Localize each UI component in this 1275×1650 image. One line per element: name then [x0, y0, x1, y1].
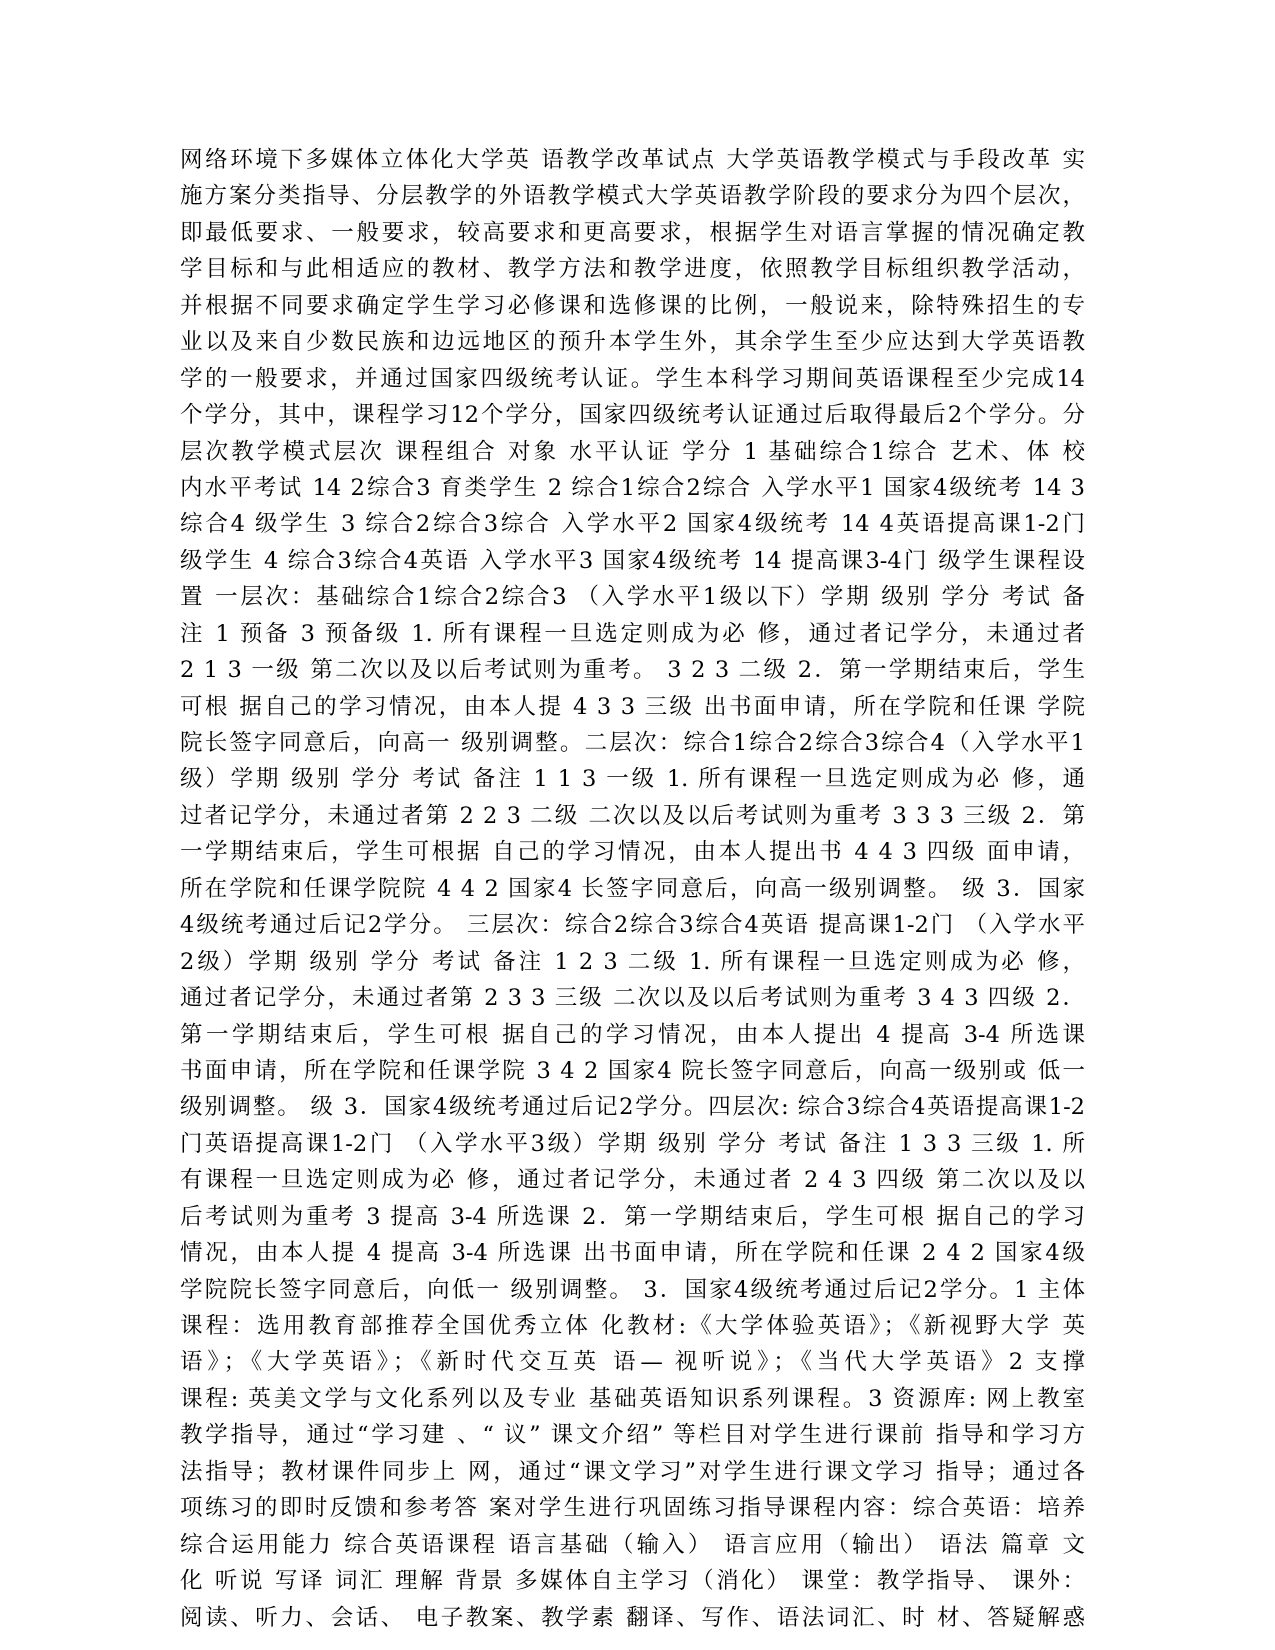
- text-line-24: 通过者记学分，未通过者第 2 3 3 三级 二次以及以后考试则为重考 3 4 3 四级 2．: [180, 985, 1085, 1012]
- text-line-33: 课程：选用教育部推荐全国优秀立体 化教材:《大学体验英语》；《新视野大学 英: [180, 1313, 1085, 1339]
- text-line-1: 网络环境下多媒体立体化大学英 语教学改革试点 大学英语教学模式与手段改革 实: [180, 147, 1085, 173]
- text-line-32: 学院院长签字同意后，向低一 级别调整。 3．国家4级统考通过后记2学分。1 主体: [180, 1276, 1085, 1303]
- text-line-10: 内水平考试 14 2综合3 育类学生 2 综合1综合2综合 入学水平1 国家4级统考 14 3: [180, 474, 1085, 501]
- text-line-4: 学目标和与此相适应的教材、教学方法和教学进度，依照教学目标组织教学活动，: [180, 256, 1085, 283]
- text-line-9: 层次教学模式层次 课程组合 对象 水平认证 学分 1 基础综合1综合 艺术、体 校: [180, 438, 1085, 465]
- text-line-11: 综合4 级学生 3 综合2综合3综合 入学水平2 国家4级统考 14 4英语提高课1-2门: [180, 511, 1085, 538]
- text-line-28: 门英语提高课1-2门 （入学水平3级）学期 级别 学分 考试 备注 1 3 3 三级 1. 所: [180, 1130, 1085, 1157]
- text-line-2: 施方案分类指导、分层教学的外语教学模式大学英语教学阶段的要求分为四个层次，: [180, 183, 1085, 210]
- text-line-7: 学的一般要求，并通过国家四级统考认证。学生本科学习期间英语课程至少完成14: [180, 365, 1085, 392]
- text-line-29: 有课程一旦选定则成为必 修，通过者记学分，未通过者 2 4 3 四级 第二次以及以: [180, 1167, 1085, 1194]
- text-line-14: 注 1 预备 3 预备级 1. 所有课程一旦选定则成为必 修，通过者记学分，未通过者: [180, 620, 1085, 647]
- text-line-15: 2 1 3 一级 第二次以及以后考试则为重考。 3 2 3 二级 2．第一学期结束后，学生: [180, 657, 1085, 684]
- text-line-18: 级）学期 级别 学分 考试 备注 1 1 3 一级 1. 所有课程一旦选定则成为必 修，通: [180, 766, 1085, 793]
- text-line-6: 业以及来自少数民族和边远地区的预升本学生外，其余学生至少应达到大学英语教: [180, 329, 1085, 356]
- text-line-37: 法指导；教材课件同步上 网，通过“课文学习”对学生进行课文学习 指导；通过各: [180, 1458, 1085, 1485]
- text-line-21: 所在学院和任课学院院 4 4 2 国家4 长签字同意后，向高一级别调整。 级 3．国家: [180, 875, 1085, 902]
- text-line-5: 并根据不同要求确定学生学习必修课和选修课的比例，一般说来，除特殊招生的专: [180, 292, 1085, 319]
- text-line-20: 一学期结束后，学生可根据 自己的学习情况，由本人提出书 4 4 3 四级 面申请，: [180, 839, 1085, 866]
- body-text: [180, 142, 1085, 1636]
- text-line-16: 可根 据自己的学习情况，由本人提 4 3 3 三级 出书面申请，所在学院和任课 学院: [180, 693, 1085, 720]
- text-line-19: 过者记学分，未通过者第 2 2 3 二级 二次以及以后考试则为重考 3 3 3 三级 2．第: [180, 802, 1085, 829]
- text-line-8: 个学分，其中，课程学习12个学分，国家四级统考认证通过后取得最后2个学分。分: [180, 402, 1085, 429]
- text-line-25: 第一学期结束后，学生可根 据自己的学习情况，由本人提出 4 提高 3-4 所选课: [180, 1021, 1085, 1048]
- text-line-17: 院长签字同意后，向高一 级别调整。二层次：综合1综合2综合3综合4（入学水平1: [180, 730, 1085, 756]
- text-line-35: 课程: 英美文学与文化系列以及专业 基础英语知识系列课程。3 资源库: 网上教室: [180, 1385, 1085, 1412]
- text-line-40: 化 听说 写译 词汇 理解 背景 多媒体自主学习（消化） 课堂：教学指导、 课外：: [180, 1568, 1085, 1595]
- text-line-27: 级别调整。 级 3．国家4级统考通过后记2学分。四层次: 综合3综合4英语提高课1-2: [180, 1094, 1085, 1121]
- text-line-41: 阅读、听力、会话、 电子教案、教学素 翻译、写作、语法词汇、时 材、答疑解惑: [180, 1604, 1085, 1631]
- text-line-12: 级学生 4 综合3综合4英语 入学水平3 国家4级统考 14 提高课3-4门 级学生课程设: [180, 547, 1085, 574]
- text-line-39: 综合运用能力 综合英语课程 语言基础（输入） 语言应用（输出） 语法 篇章 文: [180, 1531, 1085, 1558]
- text-line-31: 情况，由本人提 4 提高 3-4 所选课 出书面申请，所在学院和任课 2 4 2 国家4级: [180, 1240, 1085, 1267]
- text-line-26: 书面申请，所在学院和任课学院 3 4 2 国家4 院长签字同意后，向高一级别或 低一: [180, 1057, 1085, 1084]
- text-line-34: 语》；《大学英语》；《新时代交互英 语— 视听说》；《当代大学英语》2 支撑: [180, 1349, 1085, 1376]
- text-line-30: 后考试则为重考 3 提高 3-4 所选课 2．第一学期结束后，学生可根 据自己的学习: [180, 1203, 1085, 1230]
- text-line-22: 4级统考通过后记2学分。 三层次：综合2综合3综合4英语 提高课1-2门 （入学水平: [180, 912, 1085, 939]
- text-line-38: 项练习的即时反馈和参考答 案对学生进行巩固练习指导课程内容：综合英语：培养: [180, 1495, 1085, 1522]
- text-line-36: 教学指导，通过“学习建 、“ 议” 课文介绍” 等栏目对学生进行课前 指导和学习方: [180, 1422, 1085, 1449]
- text-line-23: 2级）学期 级别 学分 考试 备注 1 2 3 二级 1. 所有课程一旦选定则成为必 修，: [180, 948, 1085, 975]
- text-line-3: 即最低要求、一般要求，较高要求和更高要求，根据学生对语言掌握的情况确定教: [180, 219, 1085, 246]
- text-line-13: 置 一层次：基础综合1综合2综合3 （入学水平1级以下）学期 级别 学分 考试 备: [180, 584, 1085, 611]
